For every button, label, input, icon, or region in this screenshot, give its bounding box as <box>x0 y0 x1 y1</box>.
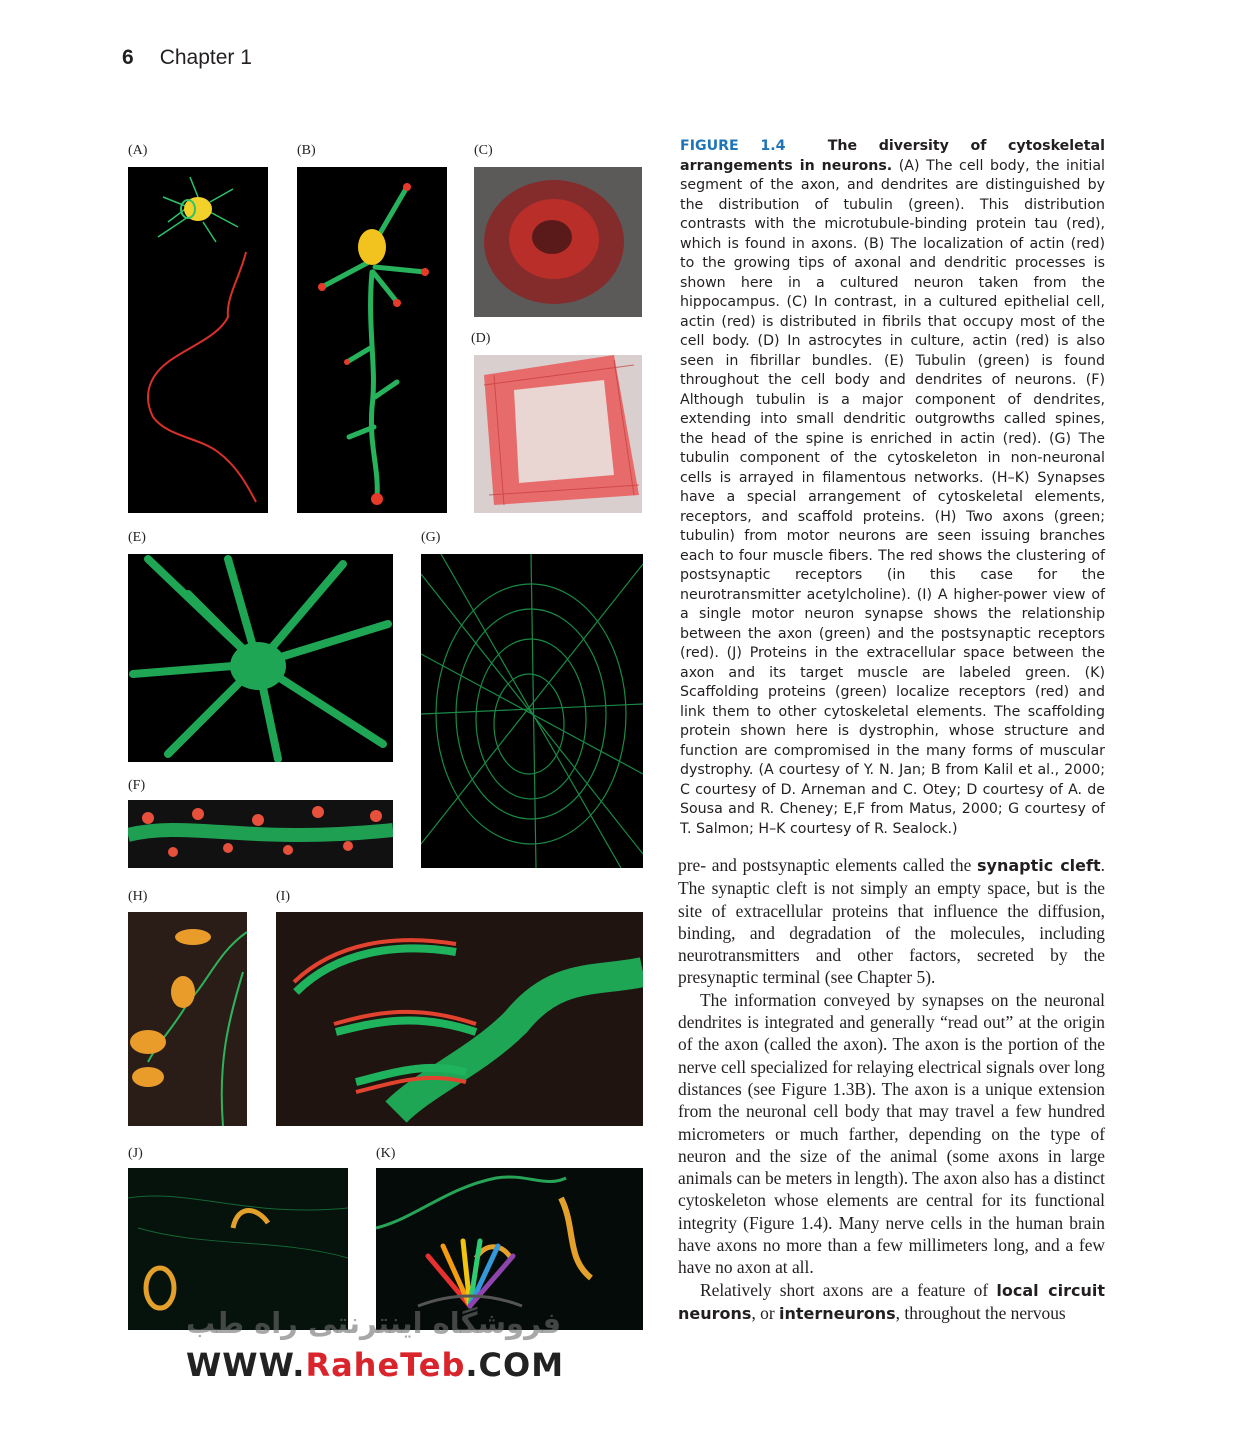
panel-label-k: (K) <box>376 1146 396 1161</box>
watermark-url-suffix: .COM <box>465 1346 565 1384</box>
panel-label-d: (D) <box>471 331 491 346</box>
micrograph-b <box>297 167 447 513</box>
bookstore-logo-icon <box>408 1236 532 1316</box>
panel-label-g: (G) <box>421 530 441 545</box>
panel-label-h: (H) <box>128 889 148 904</box>
watermark-url-brand: RaheTeb <box>305 1346 466 1384</box>
figure-title: The diversity of cytoskeletal arrangements in neurons. <box>680 138 1105 174</box>
micrograph-g <box>421 554 643 868</box>
figure-caption <box>680 137 1105 839</box>
micrograph-d <box>474 355 642 513</box>
watermark-persian: فروشگاه اینترنتی راه طب <box>186 1306 562 1340</box>
paragraph-2: The information conveyed by synapses on the neuronal dendrites is integrated and generally “read out” at the origin of the axon (called the axon). The axon is the portion of the nerve cell specialized for relaying electrical signals over long distances (see Figure 1.3B). The axon is a unique extension from the neuronal cell body that may travel a few hundred micrometers or much farther, depending on the type of neuron and the size of the animal (some axons in large animals can be meters in length). The axon also has a distinct cytoskeleton whose elements are central for its functional integrity (Figure 1.4). Many nerve cells in the human brain have axons no more than a few millimeters long, and a few have no axon at all. <box>678 989 1105 1278</box>
micrograph-c <box>474 167 642 317</box>
paragraph-1 <box>678 854 1105 989</box>
keyword-local-circuit-neurons: local circuit neurons <box>678 1280 1105 1323</box>
paragraph-3-text-a: Relatively short axons are a feature of <box>700 1279 997 1300</box>
body-text <box>678 854 1105 1325</box>
caption-text: (A) The cell body, the initial segment of the axon, and dendrites are distinguished by the distribution of tubulin (green). This distribution contrasts with the microtubule-binding protein tau (red), which is found in axons. (B) The localization of actin (red) to the growing tips of axonal and dendritic processes is shown here in a cultured neuron taken from the hippocampus. (C) In contrast, in a cultured epithelial cell, actin (red) is distributed in fibrils that occupy most of the cell body. (D) In astrocytes in culture, actin (red) is also seen in fibrillar bundles. (E) Tubulin (green) is found throughout the cell body and dendrites of neurons. (F) Although tubulin is a major component of dendrites, extending into small dendritic outgrowths called spines, the head of the spine is enriched in actin (red). (G) The tubulin component of the cytoskeleton in non-neuronal cells is arrayed in filamentous networks. (H–K) Synapses have a special arrangement of cytoskeletal elements, receptors, and scaffold proteins. (H) Two axons (green; tubulin) from motor neurons are seen issuing branches each to four muscle fibers. The red shows the clustering of postsynaptic receptors (in this case for the neurotransmitter acetylcholine). (I) A higher-power view of a single motor neuron synapse shows the relationship between the axon (green) and the postsynaptic receptors (red). (J) Proteins in the extracellular space between the axon and its target muscle are labeled green. (K) Scaffolding proteins (green) localize receptors (red) and link them to other cytoskeletal elements. The scaffolding protein shown here is dystrophin, whose structure and function are compromised in the many forms of muscular dystrophy. <box>680 157 1105 778</box>
micrograph-e <box>128 554 393 762</box>
panel-label-c: (C) <box>474 143 493 158</box>
chapter-label: Chapter 1 <box>159 46 252 69</box>
keyword-synaptic-cleft: synaptic cleft <box>977 856 1101 875</box>
watermark-url <box>186 1346 564 1384</box>
panel-label-f: (F) <box>128 778 146 793</box>
paragraph-3-text-b: , or <box>751 1302 779 1323</box>
panel-label-b: (B) <box>297 143 316 158</box>
panel-label-a: (A) <box>128 143 148 158</box>
keyword-interneurons: interneurons <box>778 1303 896 1323</box>
paragraph-1-text-a: pre- and postsynaptic elements called the <box>678 855 978 875</box>
watermark-url-prefix: WWW. <box>186 1346 306 1384</box>
caption-credits: (A courtesy of Y. N. Jan; B from Kalil et al., 2000; C courtesy of D. Arneman and C. Otey; D courtesy of A. de Sousa and R. Cheney; E,F from Matus, 2000; G courtesy of T. Salmon; H–K courtesy of R. Sealock.) <box>680 762 1106 837</box>
paragraph-3-text-c: , throughout the nervous <box>895 1302 1066 1323</box>
paragraph-1-text-b: . The synaptic cleft is not simply an empty space, but is the site of extracellular proteins that influence the diffusion, binding, and degradation of the molecules, including neurotransmitters and other factors, secreted by the presynaptic terminal (see Chapter 5). <box>678 855 1105 988</box>
micrograph-i <box>276 912 643 1126</box>
figure-number: FIGURE 1.4 <box>680 138 786 154</box>
panel-label-j: (J) <box>128 1146 143 1161</box>
page-number: 6 <box>122 46 134 69</box>
micrograph-f <box>128 800 393 868</box>
running-head <box>122 46 252 70</box>
micrograph-h <box>128 912 247 1126</box>
paragraph-3 <box>678 1279 1105 1326</box>
panel-label-i: (I) <box>276 889 290 904</box>
micrograph-a <box>128 167 268 513</box>
panel-label-e: (E) <box>128 530 146 545</box>
